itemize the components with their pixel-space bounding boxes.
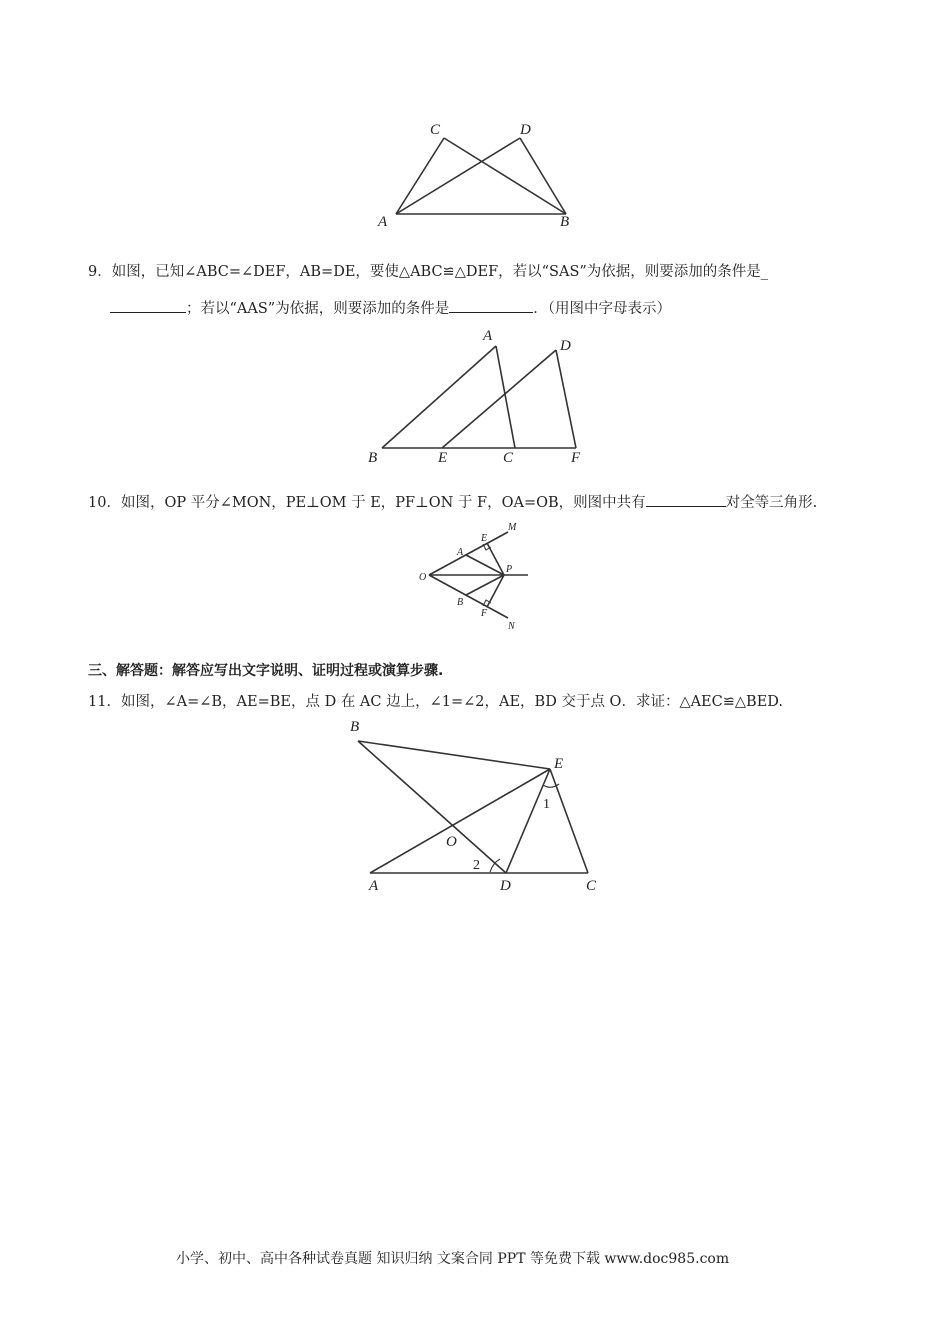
q9-line1: 9．如图，已知∠ABC=∠DEF，AB=DE，要使△ABC≌△DEF，若以“SAS”为依据，则要添加的条件是_ xyxy=(88,264,769,280)
label-O: O xyxy=(419,572,427,583)
label-C: C xyxy=(430,122,441,138)
figure-q11 xyxy=(340,716,620,896)
q9-line2 xyxy=(110,298,671,319)
figure-q8 xyxy=(370,118,580,230)
label-B: B xyxy=(368,450,378,466)
q11-text: 11．如图，∠A=∠B，AE=BE，点 D 在 AC 边上，∠1=∠2，AE，BD 交于点 O．求证：△AEC≌△BED. xyxy=(88,694,783,710)
q10-text-b: 对全等三角形. xyxy=(725,495,818,511)
label-E: E xyxy=(438,450,448,466)
label-A: A xyxy=(378,214,388,230)
label-E: E xyxy=(481,533,488,544)
label-O: O xyxy=(446,834,457,850)
label-angle-1: 1 xyxy=(543,797,550,812)
label-B: B xyxy=(350,719,360,735)
label-angle-2: 2 xyxy=(473,858,480,873)
q9-line2-text-a: ；若以“AAS”为依据，则要添加的条件是 xyxy=(186,301,450,317)
label-D: D xyxy=(500,878,511,894)
figure-q10 xyxy=(412,514,542,636)
q9-blank-sas[interactable] xyxy=(110,298,186,313)
figure-q9 xyxy=(360,322,600,467)
label-B: B xyxy=(560,214,570,230)
q10-blank[interactable] xyxy=(646,492,726,507)
label-M: M xyxy=(508,522,517,533)
label-C: C xyxy=(586,878,597,894)
label-P: P xyxy=(506,564,513,575)
q9-line2-text-b: ．（用图中字母表示） xyxy=(533,301,671,317)
label-C: C xyxy=(503,450,514,466)
label-A: A xyxy=(457,547,464,558)
label-F: F xyxy=(481,608,488,619)
label-A: A xyxy=(369,878,379,894)
q10-text-a: 10．如图，OP 平分∠MON，PE⊥OM 于 E，PF⊥ON 于 F，OA=OB，则图中共有 xyxy=(88,495,646,511)
label-E: E xyxy=(554,756,564,772)
label-D: D xyxy=(560,338,571,354)
label-D: D xyxy=(520,122,531,138)
label-B: B xyxy=(457,597,464,608)
footer-text: 小学、初中、高中各种试卷真题 知识归纳 文案合同 PPT 等免费下载 www.doc985.com xyxy=(176,1251,730,1267)
label-N: N xyxy=(508,621,515,632)
label-A: A xyxy=(483,328,493,344)
q10-text xyxy=(88,492,817,513)
label-F: F xyxy=(571,450,581,466)
q9-blank-aas[interactable] xyxy=(449,298,533,313)
section-3-title: 三、解答题：解答应写出文字说明、证明过程或演算步骤. xyxy=(88,663,444,679)
